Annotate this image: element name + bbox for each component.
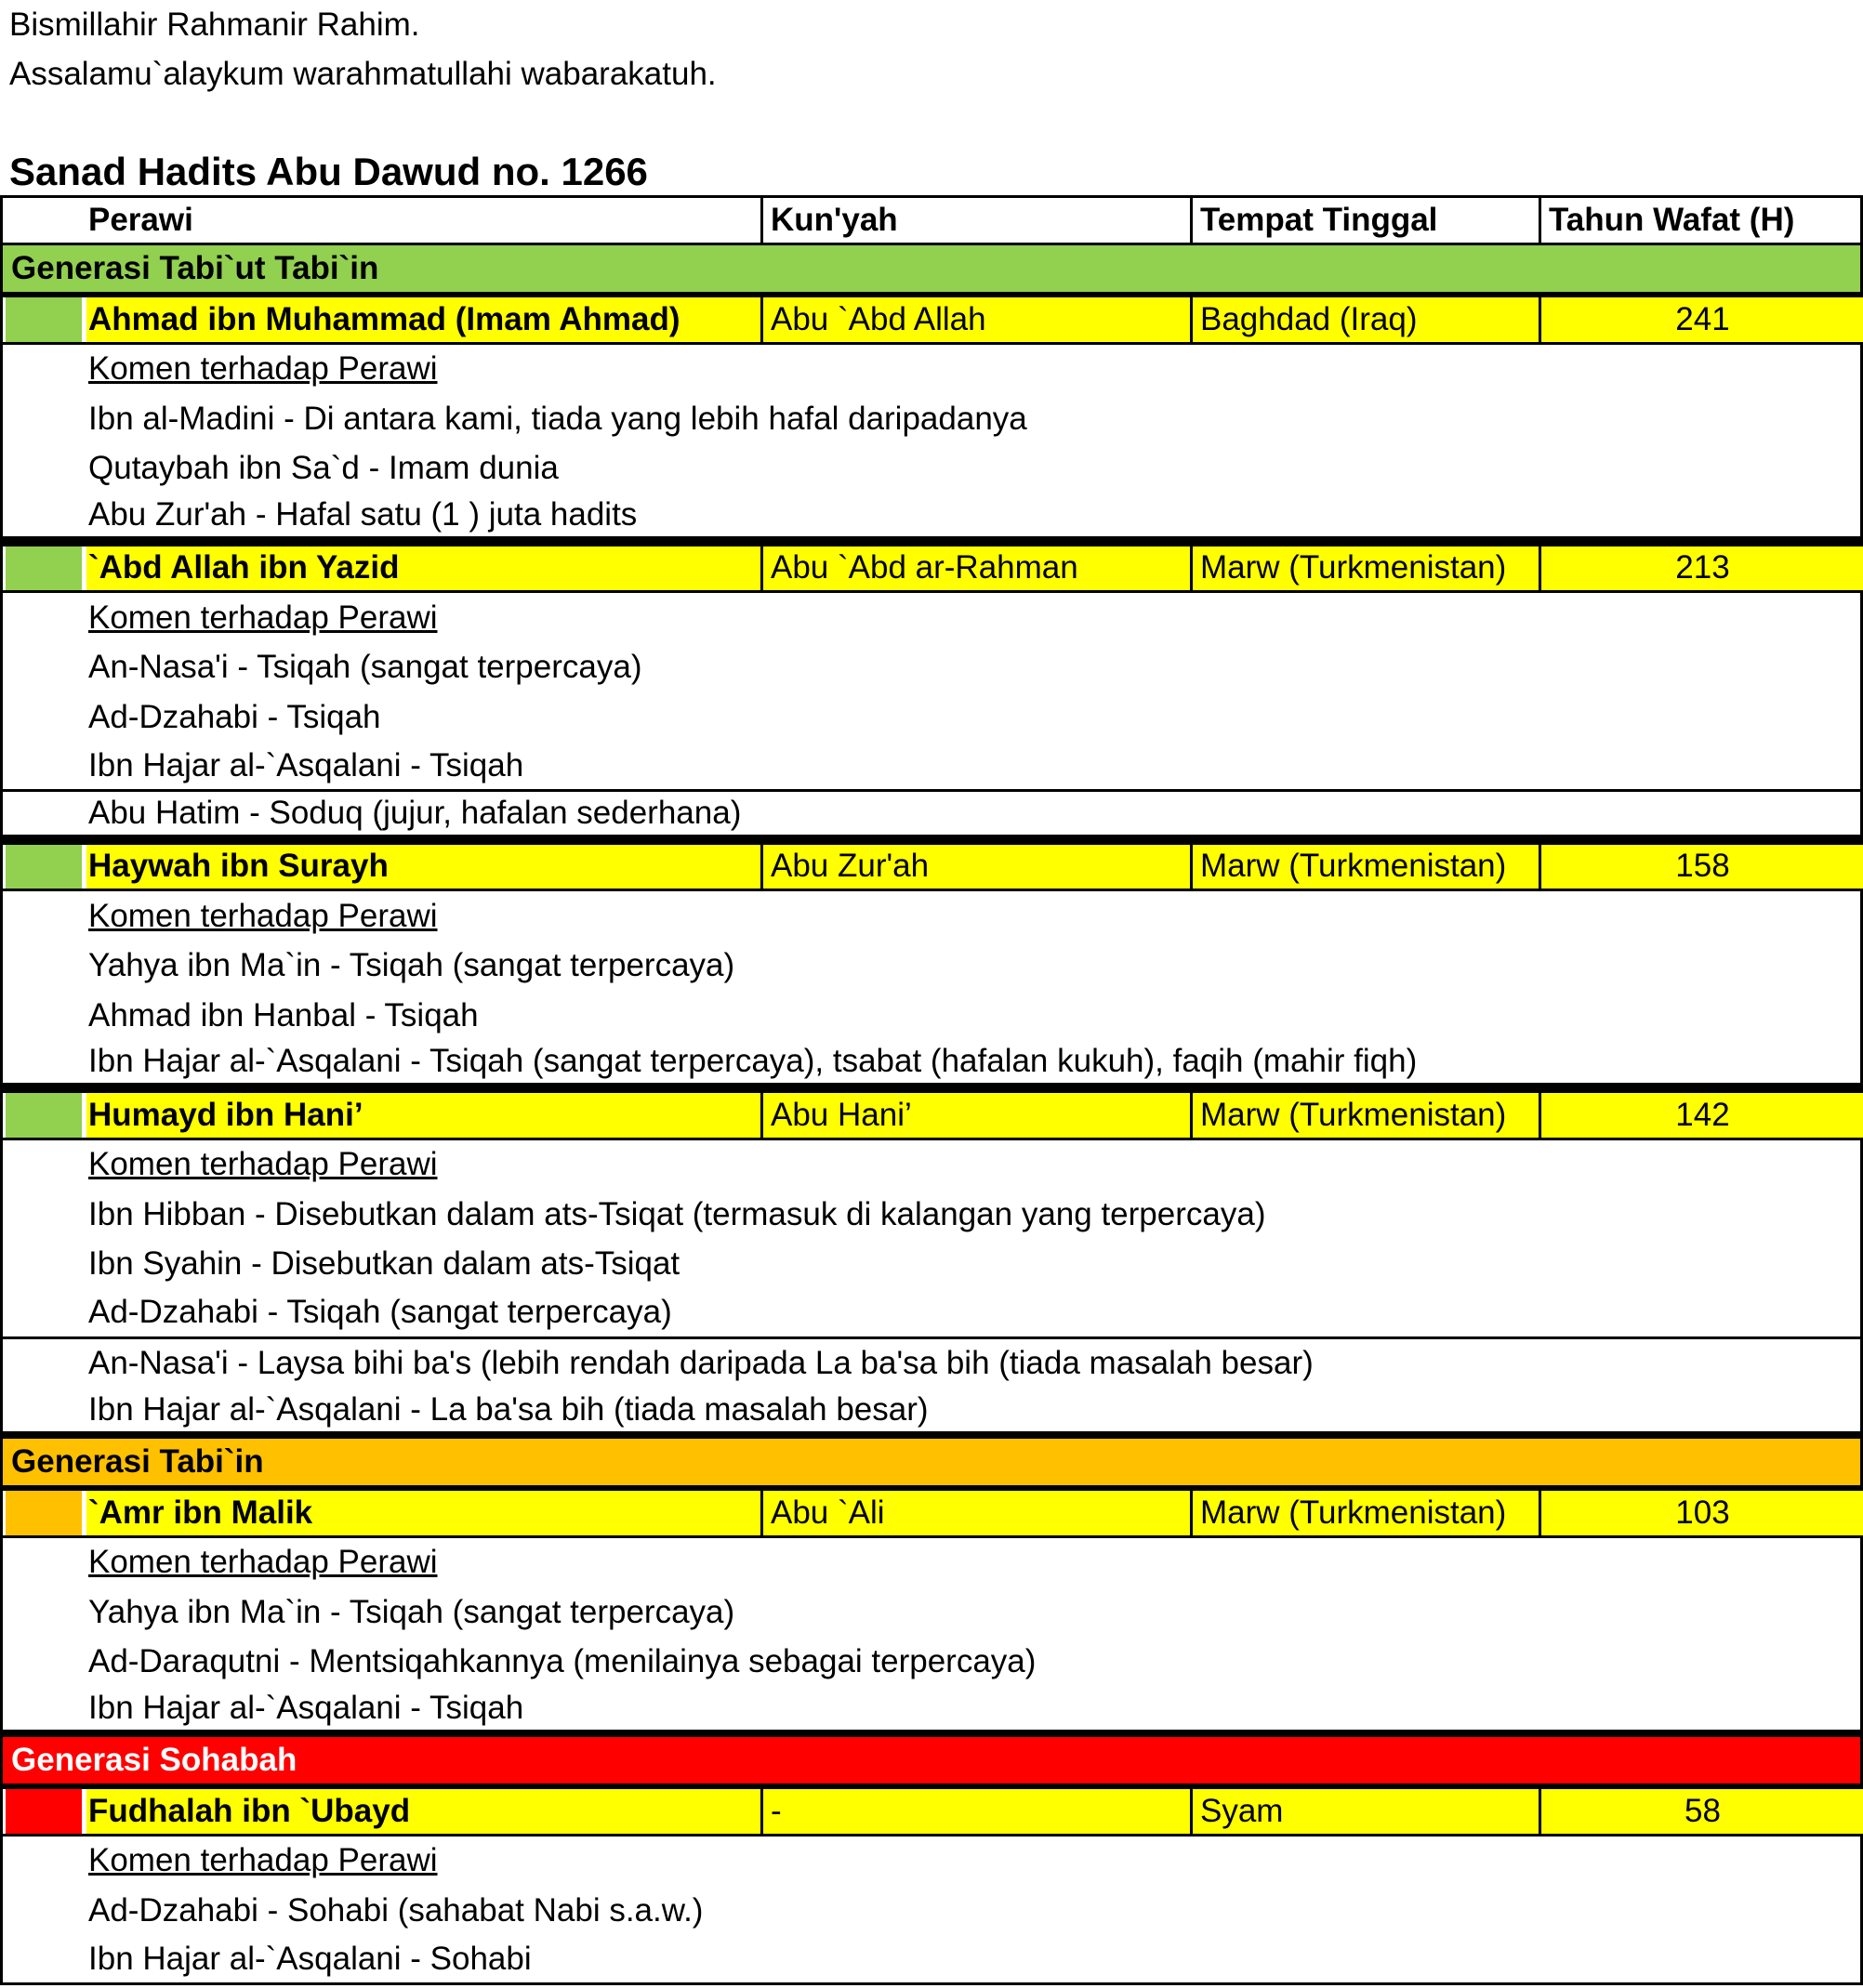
comment-row (0, 394, 1863, 444)
narrator-row[interactable] (0, 842, 1863, 892)
generation-color-marker (6, 1789, 82, 1834)
comment-row (0, 1389, 1863, 1439)
generation-color-marker (6, 845, 82, 889)
narrator-row[interactable] (0, 1786, 1863, 1837)
narrator-name: Humayd ibn Hani’ (86, 1093, 760, 1138)
generation-row (0, 245, 1863, 296)
comment-row (0, 1687, 1863, 1737)
narrator-name: Haywah ibn Surayh (86, 845, 760, 889)
comment-heading (88, 345, 1855, 395)
comment-text: Ahmad ibn Hanbal - Tsiqah (88, 996, 479, 1033)
comment-row (0, 1190, 1863, 1240)
comment-row (0, 692, 1863, 743)
generation-label: Generasi Sohabah (11, 1741, 297, 1778)
comment-text: Ibn Hajar al-`Asqalani - Tsiqah (sangat terpercaya), tsabat (hafalan kukuh), faqih (mahir fiqh) (88, 1043, 1418, 1080)
comment-row (0, 444, 1863, 494)
comment-row (0, 1638, 1863, 1688)
header-tahun-wafat: Tahun Wafat (H) (1539, 198, 1863, 243)
narrator-kunyah: Abu Hani’ (760, 1093, 1190, 1138)
comment-text: Abu Zur'ah - Hafal satu (1 ) juta hadits (88, 495, 638, 533)
narrator-tahun-wafat: 158 (1539, 845, 1863, 889)
narrator-kunyah: Abu `Abd ar-Rahman (760, 546, 1190, 591)
narrator-name: `Abd Allah ibn Yazid (86, 546, 760, 591)
comment-row (0, 494, 1863, 544)
comment-heading-row (0, 1837, 1863, 1887)
comment-row (0, 743, 1863, 793)
narrator-name: Fudhalah ibn `Ubayd (86, 1789, 760, 1834)
comment-heading (88, 891, 1855, 941)
sanad-table (0, 195, 1863, 1985)
narrator-name: Ahmad ibn Muhammad (Imam Ahmad) (86, 297, 760, 342)
narrator-kunyah: Abu Zur'ah (760, 845, 1190, 889)
narrator-row[interactable] (0, 295, 1863, 345)
comment-text: An-Nasa'i - Laysa bihi ba's (lebih rendah daripada La ba'sa bih (tiada masalah besar) (88, 1345, 1314, 1382)
narrator-name: `Amr ibn Malik (86, 1491, 760, 1535)
comment-text: Ibn Hajar al-`Asqalani - Tsiqah (88, 1689, 524, 1726)
comment-heading-text: Komen terhadap Perawi (88, 897, 438, 934)
comment-row (0, 1886, 1863, 1936)
comment-text: Abu Hatim - Soduq (jujur, hafalan sederhana) (88, 794, 742, 831)
comment-heading-row (0, 891, 1863, 941)
comment-heading-text: Komen terhadap Perawi (88, 350, 438, 388)
narrator-tahun-wafat: 103 (1539, 1491, 1863, 1535)
narrator-kunyah: Abu `Ali (760, 1491, 1190, 1535)
header-tempat-tinggal: Tempat Tinggal (1190, 198, 1539, 243)
narrator-tempat-tinggal: Marw (Turkmenistan) (1190, 845, 1539, 889)
narrator-tempat-tinggal: Baghdad (Iraq) (1190, 297, 1539, 342)
narrator-row[interactable] (0, 1090, 1863, 1140)
comment-row (0, 792, 1863, 842)
narrator-tempat-tinggal: Marw (Turkmenistan) (1190, 1491, 1539, 1535)
narrator-kunyah: - (760, 1789, 1190, 1834)
greeting-line-2: Assalamu`alaykum warahmatullahi wabarakatuh. (9, 56, 717, 92)
comment-row (0, 1240, 1863, 1290)
comment-text: An-Nasa'i - Tsiqah (sangat terpercaya) (88, 649, 642, 686)
narrator-tempat-tinggal: Marw (Turkmenistan) (1190, 1093, 1539, 1138)
generation-label: Generasi Tabi`ut Tabi`in (11, 249, 379, 286)
comment-text: Ad-Dzahabi - Tsiqah (88, 698, 381, 735)
comment-row (0, 991, 1863, 1041)
comment-row (0, 1041, 1863, 1091)
comment-text: Ibn Hibban - Disebutkan dalam ats-Tsiqat (termasuk di kalangan yang terpercaya) (88, 1195, 1266, 1232)
comment-heading-text: Komen terhadap Perawi (88, 1842, 438, 1879)
comment-row (0, 1936, 1863, 1986)
narrator-tahun-wafat: 241 (1539, 297, 1863, 342)
generation-label: Generasi Tabi`in (11, 1442, 264, 1480)
narrator-tahun-wafat: 58 (1539, 1789, 1863, 1834)
comment-row (0, 1289, 1863, 1339)
narrator-row[interactable] (0, 1488, 1863, 1538)
comment-heading-text: Komen terhadap Perawi (88, 599, 438, 636)
sheet-title: Sanad Hadits Abu Dawud no. 1266 (9, 150, 648, 193)
comment-row (0, 643, 1863, 693)
comment-text: Yahya ibn Ma`in - Tsiqah (sangat terpercaya) (88, 947, 735, 984)
narrator-tempat-tinggal: Marw (Turkmenistan) (1190, 546, 1539, 591)
comment-row (0, 1339, 1863, 1389)
comment-text: Ibn al-Madini - Di antara kami, tiada yang lebih hafal daripadanya (88, 400, 1027, 437)
comment-text: Ad-Dzahabi - Sohabi (sahabat Nabi s.a.w.) (88, 1891, 704, 1929)
generation-color-marker (6, 1093, 82, 1138)
comment-row (0, 941, 1863, 992)
generation-color-marker (6, 546, 82, 591)
greeting-line-1: Bismillahir Rahmanir Rahim. (9, 7, 420, 43)
narrator-tempat-tinggal: Syam (1190, 1789, 1539, 1834)
narrator-row[interactable] (0, 544, 1863, 594)
comment-heading (88, 1837, 1855, 1887)
comment-heading-text: Komen terhadap Perawi (88, 1146, 438, 1183)
comment-row (0, 1587, 1863, 1638)
comment-heading-text: Komen terhadap Perawi (88, 1544, 438, 1581)
comment-heading-row (0, 345, 1863, 395)
comment-heading (88, 1538, 1855, 1588)
comment-text: Ibn Syahin - Disebutkan dalam ats-Tsiqat (88, 1245, 680, 1283)
generation-color-marker (6, 1491, 82, 1535)
comment-text: Ibn Hajar al-`Asqalani - La ba'sa bih (tiada masalah besar) (88, 1390, 929, 1428)
generation-row (0, 1737, 1863, 1787)
comment-text: Qutaybah ibn Sa`d - Imam dunia (88, 450, 559, 487)
comment-text: Ad-Daraqutni - Mentsiqahkannya (menilainya sebagai terpercaya) (88, 1643, 1037, 1680)
header-perawi: Perawi (88, 201, 193, 238)
narrator-tahun-wafat: 213 (1539, 546, 1863, 591)
generation-color-marker (6, 297, 82, 342)
comment-text: Ad-Dzahabi - Tsiqah (sangat terpercaya) (88, 1294, 672, 1331)
header-kunyah: Kun'yah (760, 198, 1190, 243)
comment-text: Yahya ibn Ma`in - Tsiqah (sangat terpercaya) (88, 1593, 735, 1630)
narrator-tahun-wafat: 142 (1539, 1093, 1863, 1138)
intro-greeting (9, 0, 717, 99)
generation-row (0, 1439, 1863, 1489)
comment-heading-row (0, 1140, 1863, 1191)
comment-text: Ibn Hajar al-`Asqalani - Sohabi (88, 1940, 532, 1977)
comment-text: Ibn Hajar al-`Asqalani - Tsiqah (88, 746, 524, 783)
comment-heading (88, 1140, 1855, 1191)
comment-heading-row (0, 1538, 1863, 1588)
comment-heading-row (0, 593, 1863, 643)
narrator-kunyah: Abu `Abd Allah (760, 297, 1190, 342)
comment-heading (88, 593, 1855, 643)
table-header-row (0, 195, 1863, 245)
